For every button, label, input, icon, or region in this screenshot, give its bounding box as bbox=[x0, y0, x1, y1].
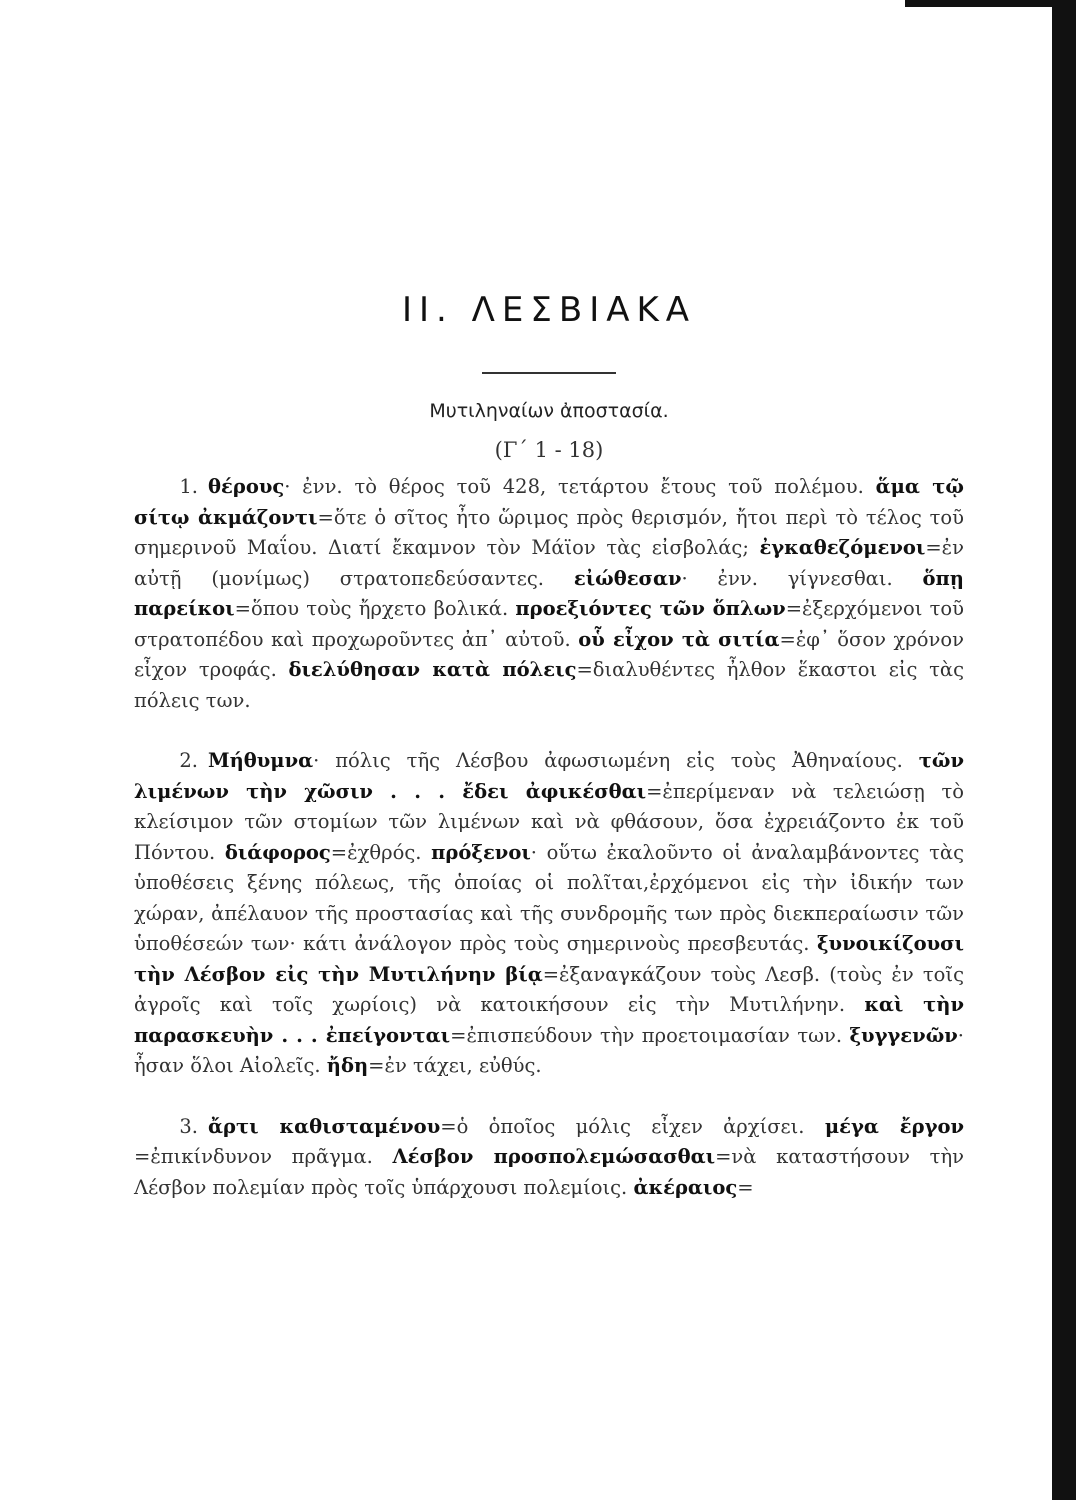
lemma-term: τῶν λιμένων τὴν χῶσιν . . . ἔδει ἀφικέσθαι bbox=[134, 749, 964, 803]
gloss-text: = bbox=[737, 1175, 754, 1199]
lemma-term: εἰώθεσαν bbox=[573, 566, 682, 590]
gloss-text: =ἐξερχόμενοι τοῦ στρατοπέδου καὶ προχωροῦντες ἀπ᾽ αὐτοῦ. bbox=[134, 597, 964, 651]
gloss-text: =ὁ ὁποῖος μόλις εἶχεν ἀρχίσει. bbox=[440, 1114, 825, 1138]
lemma-term: ἤδη bbox=[326, 1054, 369, 1077]
commentary-paragraph bbox=[134, 472, 964, 716]
lemma-term: ξυνοικίζουσι τὴν Λέσβον εἰς τὴν Μυτιλήνην βίᾳ bbox=[134, 932, 964, 986]
lemma-term: προεξιόντες τῶν ὅπλων bbox=[515, 597, 786, 620]
lemma-term: θέρους bbox=[208, 475, 285, 498]
section-subtitle: Μυτιληναίων ἀποστασία. bbox=[429, 400, 669, 422]
lemma-term: Λέσβον προσπολεμώσασθαι bbox=[392, 1145, 716, 1168]
gloss-text: =νὰ καταστήσουν τὴν Λέσβον πολεμίαν πρὸς τοῖς ὑπάρχουσι πολεμίοις. bbox=[134, 1145, 964, 1199]
title-divider bbox=[482, 372, 616, 374]
lemma-term: πρόξενοι bbox=[431, 840, 531, 864]
gloss-text: =ἐπερίμεναν νὰ τελειώσῃ τὸ κλείσιμον τῶν στομίων τῶν λιμένων καὶ νὰ φθάσουν, ὅσα ἐχρειάζοντο ἐκ τοῦ Πόντου. bbox=[134, 779, 964, 864]
lemma-term: διάφορος bbox=[224, 840, 331, 864]
lemma-term: ἅμα τῷ σίτῳ ἀκμάζοντι bbox=[134, 475, 964, 529]
commentary-body bbox=[134, 472, 964, 1203]
lemma-term: διελύθησαν κατὰ πόλεις bbox=[288, 658, 577, 681]
lemma-term: ἐγκαθεζόμενοι bbox=[759, 536, 926, 559]
scan-edge-right bbox=[1052, 0, 1076, 1500]
gloss-text: =ὅτε ὁ σῖτος ἦτο ὥριμος πρὸς θερισμόν, ἤτοι περὶ τὸ τέλος τοῦ σημερινοῦ Μαΐου. Διατί ἔκαμνον τὸν Μάϊον τὰς εἰσβολάς; bbox=[134, 505, 964, 559]
paragraph-number: 3. bbox=[179, 1114, 198, 1138]
gloss-text: =ἐχθρός. bbox=[330, 840, 432, 864]
gloss-text: =ἐφ᾽ ὅσον χρόνον εἶχον τροφάς. bbox=[134, 627, 964, 681]
paragraph-number: 2. bbox=[179, 749, 198, 772]
commentary-paragraph bbox=[134, 1112, 964, 1204]
document-page bbox=[134, 290, 964, 1203]
gloss-text: =διαλυθέντες ἦλθον ἕκαστοι εἰς τὰς πόλεις των. bbox=[134, 658, 964, 712]
lemma-term: ἀκέραιος bbox=[633, 1175, 738, 1199]
lemma-term: μέγα ἔργον bbox=[824, 1114, 964, 1138]
gloss-text: =ἐπισπεύδουν τὴν προετοιμασίαν των. bbox=[450, 1023, 850, 1047]
gloss-text: · ἐνν. γίγνεσθαι. bbox=[681, 566, 923, 590]
lemma-term: ὅπῃ παρείκοι bbox=[134, 566, 964, 620]
scan-edge-top bbox=[905, 0, 1076, 7]
gloss-text: =ἐν τάχει, εὐθύς. bbox=[368, 1054, 542, 1077]
gloss-text: =ὅπου τοὺς ἤρχετο βολικά. bbox=[234, 597, 516, 620]
section-reference: (Γ΄ 1 - 18) bbox=[494, 438, 604, 462]
gloss-text: · ἐνν. τὸ θέρος τοῦ 428, τετάρτου ἔτους τοῦ πολέμου. bbox=[284, 475, 876, 498]
lemma-term: καὶ τὴν παρασκευὴν . . . ἐπείγονται bbox=[134, 993, 964, 1047]
commentary-paragraph bbox=[134, 746, 964, 1082]
lemma-term: ξυγγενῶν bbox=[849, 1023, 958, 1047]
gloss-text: · ἦσαν ὅλοι Αἰολεῖς. bbox=[134, 1023, 964, 1077]
lemma-term: Μήθυμνα bbox=[208, 749, 314, 772]
lemma-term: ἄρτι καθισταμένου bbox=[208, 1114, 441, 1138]
gloss-text: · οὕτω ἐκαλοῦντο οἱ ἀναλαμβάνοντες τὰς ὑποθέσεις ξένης πόλεως, τῆς ὁποίας οἱ πολῖται,ἐρχόμενοι εἰς τὴν ἰδικήν των χώραν, ἀπέλαυον τῆς προστασίας καὶ τῆς συνδρομῆς των πρὸς διεκπεραίωσιν τῶν ὑποθέσεών των· κάτι ἀνάλογον πρὸς τοὺς σημερινοὺς πρεσβευτάς. bbox=[134, 840, 965, 955]
gloss-text: · πόλις τῆς Λέσβου ἀφωσιωμένη εἰς τοὺς Ἀθηναίους. bbox=[313, 749, 919, 772]
gloss-text: =ἐξαναγκάζουν τοὺς Λεσβ. (τοὺς ἐν τοῖς ἀγροῖς καὶ τοῖς χωρίοις) νὰ κατοικήσουν εἰς τὴν Μυτιλήνην. bbox=[134, 962, 964, 1016]
gloss-text: =ἐν αὐτῇ (μονίμως) στρατοπεδεύσαντες. bbox=[134, 536, 964, 590]
lemma-term: οὗ εἶχον τὰ σιτία bbox=[578, 627, 780, 651]
gloss-text: =ἐπικίνδυνον πρᾶγμα. bbox=[134, 1145, 393, 1168]
chapter-title: ΙΙ. ΛΕΣΒΙΑΚΑ bbox=[401, 290, 697, 330]
paragraph-number: 1. bbox=[179, 475, 198, 498]
